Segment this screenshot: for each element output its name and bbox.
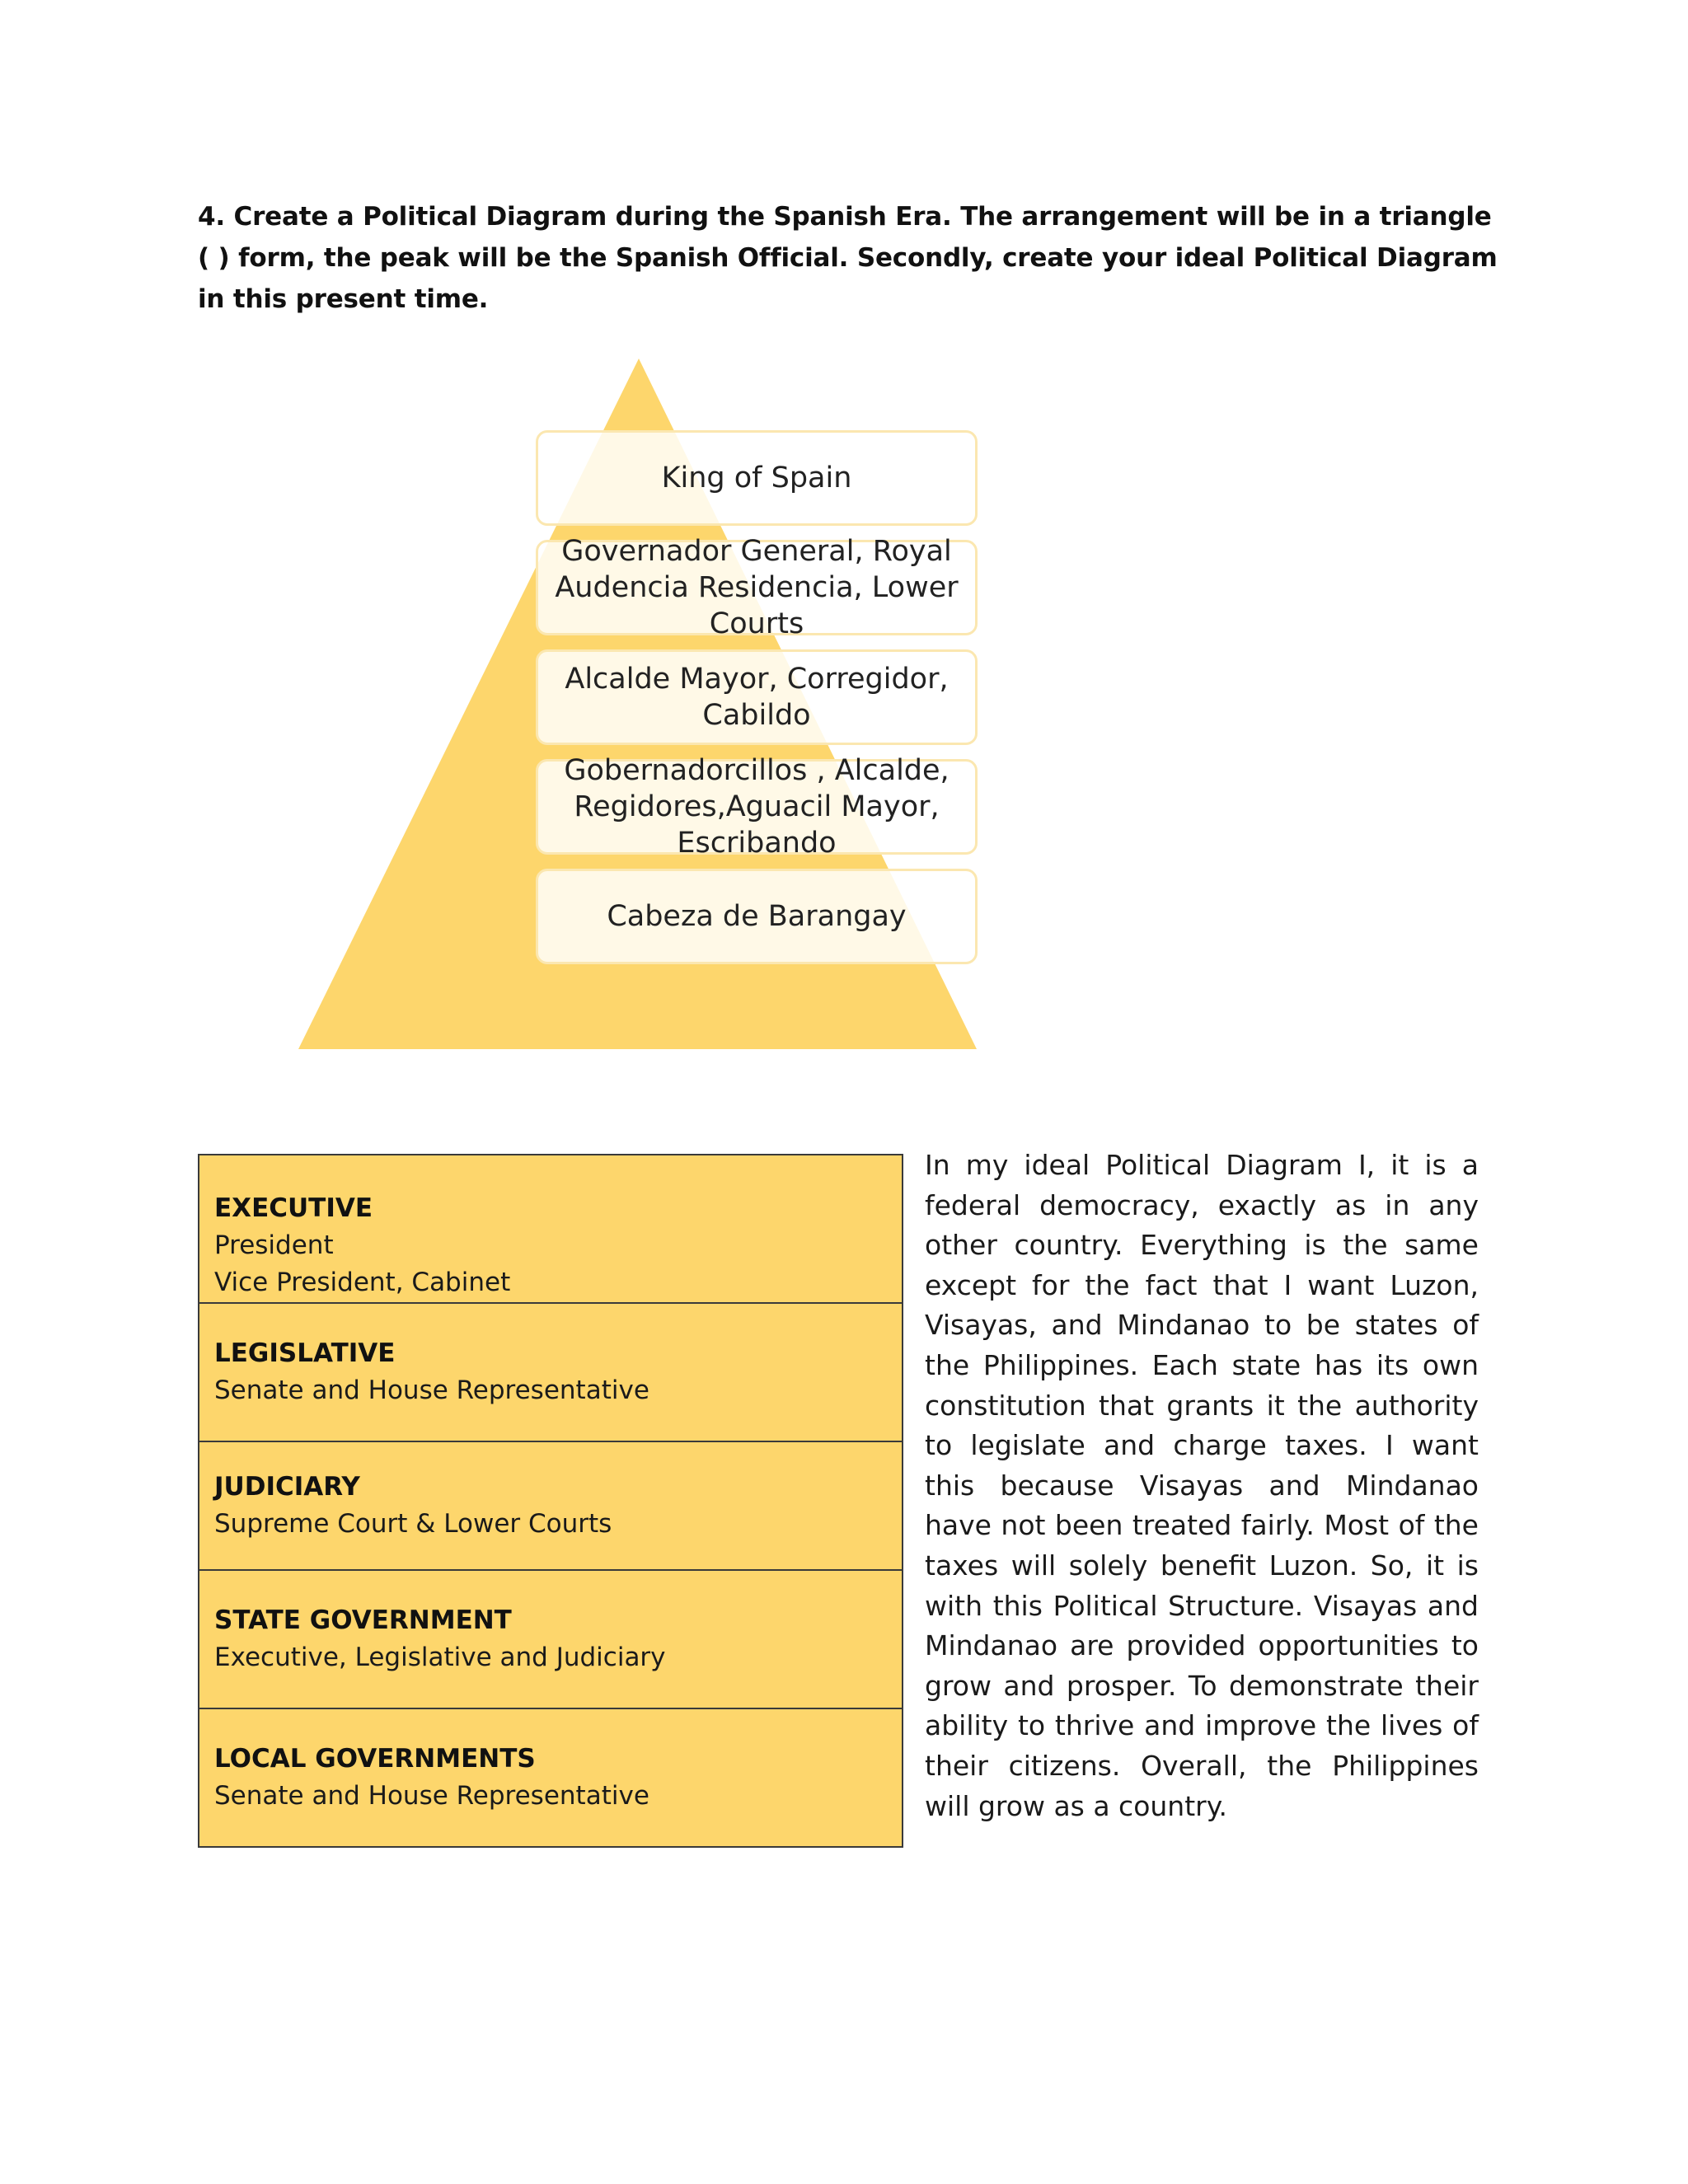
pyramid-level-1 <box>536 430 978 526</box>
branch-line-local-governments: Senate and House Representative <box>214 1781 649 1811</box>
table-cell-state-government <box>199 1570 903 1708</box>
table-cell-legislative <box>199 1303 903 1441</box>
pyramid-level-1-label: King of Spain <box>661 462 852 494</box>
table-row-judiciary <box>199 1441 903 1570</box>
branch-line-state-government: Executive, Legislative and Judiciary <box>214 1643 666 1672</box>
question-text: 4. Create a Political Diagram during the Spanish Era. The arrangement will be in a triangle ( ) form, the peak will be the Spanish Official. Secondly, create your ideal Political Diagram in this present time. <box>198 202 1498 314</box>
pyramid-level-4-label: Gobernadorcillos , Alcalde, Regidores,Aguacil Mayor, Escribando <box>564 754 950 860</box>
ideal-political-diagram-table <box>198 1154 903 1848</box>
table-cell-judiciary <box>199 1441 903 1570</box>
branch-line-vice-president: Vice President, Cabinet <box>214 1267 511 1297</box>
essay-paragraph: In my ideal Political Diagram I, it is a federal democracy, exactly as in any other country. Everything is the same except for the fact that I want Luzon, Visayas, and Mindanao to be states of the Philippines. Each state has its own constitution that grants it the authority to legislate and charge taxes. I want this because Visayas and Mindanao have not been treated fairly. Most of the taxes will solely benefit Luzon. So, it is with this Political Structure. Visayas and Mindanao are provided opportunities to grow and prosper. To demonstrate their ability to thrive and improve the lives of their citizens. Overall, the Philippines will grow as a country. <box>925 1149 1479 1822</box>
pyramid-level-3-label: Alcalde Mayor, Corregidor, Cabildo <box>565 663 949 732</box>
table-row-legislative <box>199 1303 903 1441</box>
branch-line-president: President <box>214 1230 334 1260</box>
branch-name-local-governments: LOCAL GOVERNMENTS <box>214 1744 536 1774</box>
table-cell-executive <box>199 1155 903 1303</box>
table-row-state-government <box>199 1570 903 1708</box>
pyramid-level-2-label: Governador General, Royal Audencia Residencia, Lower Courts <box>555 535 959 640</box>
branch-line-judiciary: Supreme Court & Lower Courts <box>214 1509 612 1539</box>
branch-name-state-government: STATE GOVERNMENT <box>214 1605 512 1635</box>
pyramid-level-3 <box>536 649 978 745</box>
branch-name-legislative: LEGISLATIVE <box>214 1338 396 1368</box>
pyramid-level-2 <box>536 535 978 640</box>
table-cell-local-governments <box>199 1708 903 1847</box>
table-row-executive <box>199 1155 903 1303</box>
branch-name-judiciary: JUDICIARY <box>214 1472 360 1502</box>
pyramid-level-4 <box>536 754 978 860</box>
table-row-local-governments <box>199 1708 903 1847</box>
spanish-era-pyramid <box>297 359 981 1059</box>
branch-name-executive: EXECUTIVE <box>214 1193 373 1223</box>
pyramid-level-5 <box>536 869 978 964</box>
branch-line-legislative: Senate and House Representative <box>214 1376 649 1405</box>
pyramid-level-5-label: Cabeza de Barangay <box>607 900 907 933</box>
